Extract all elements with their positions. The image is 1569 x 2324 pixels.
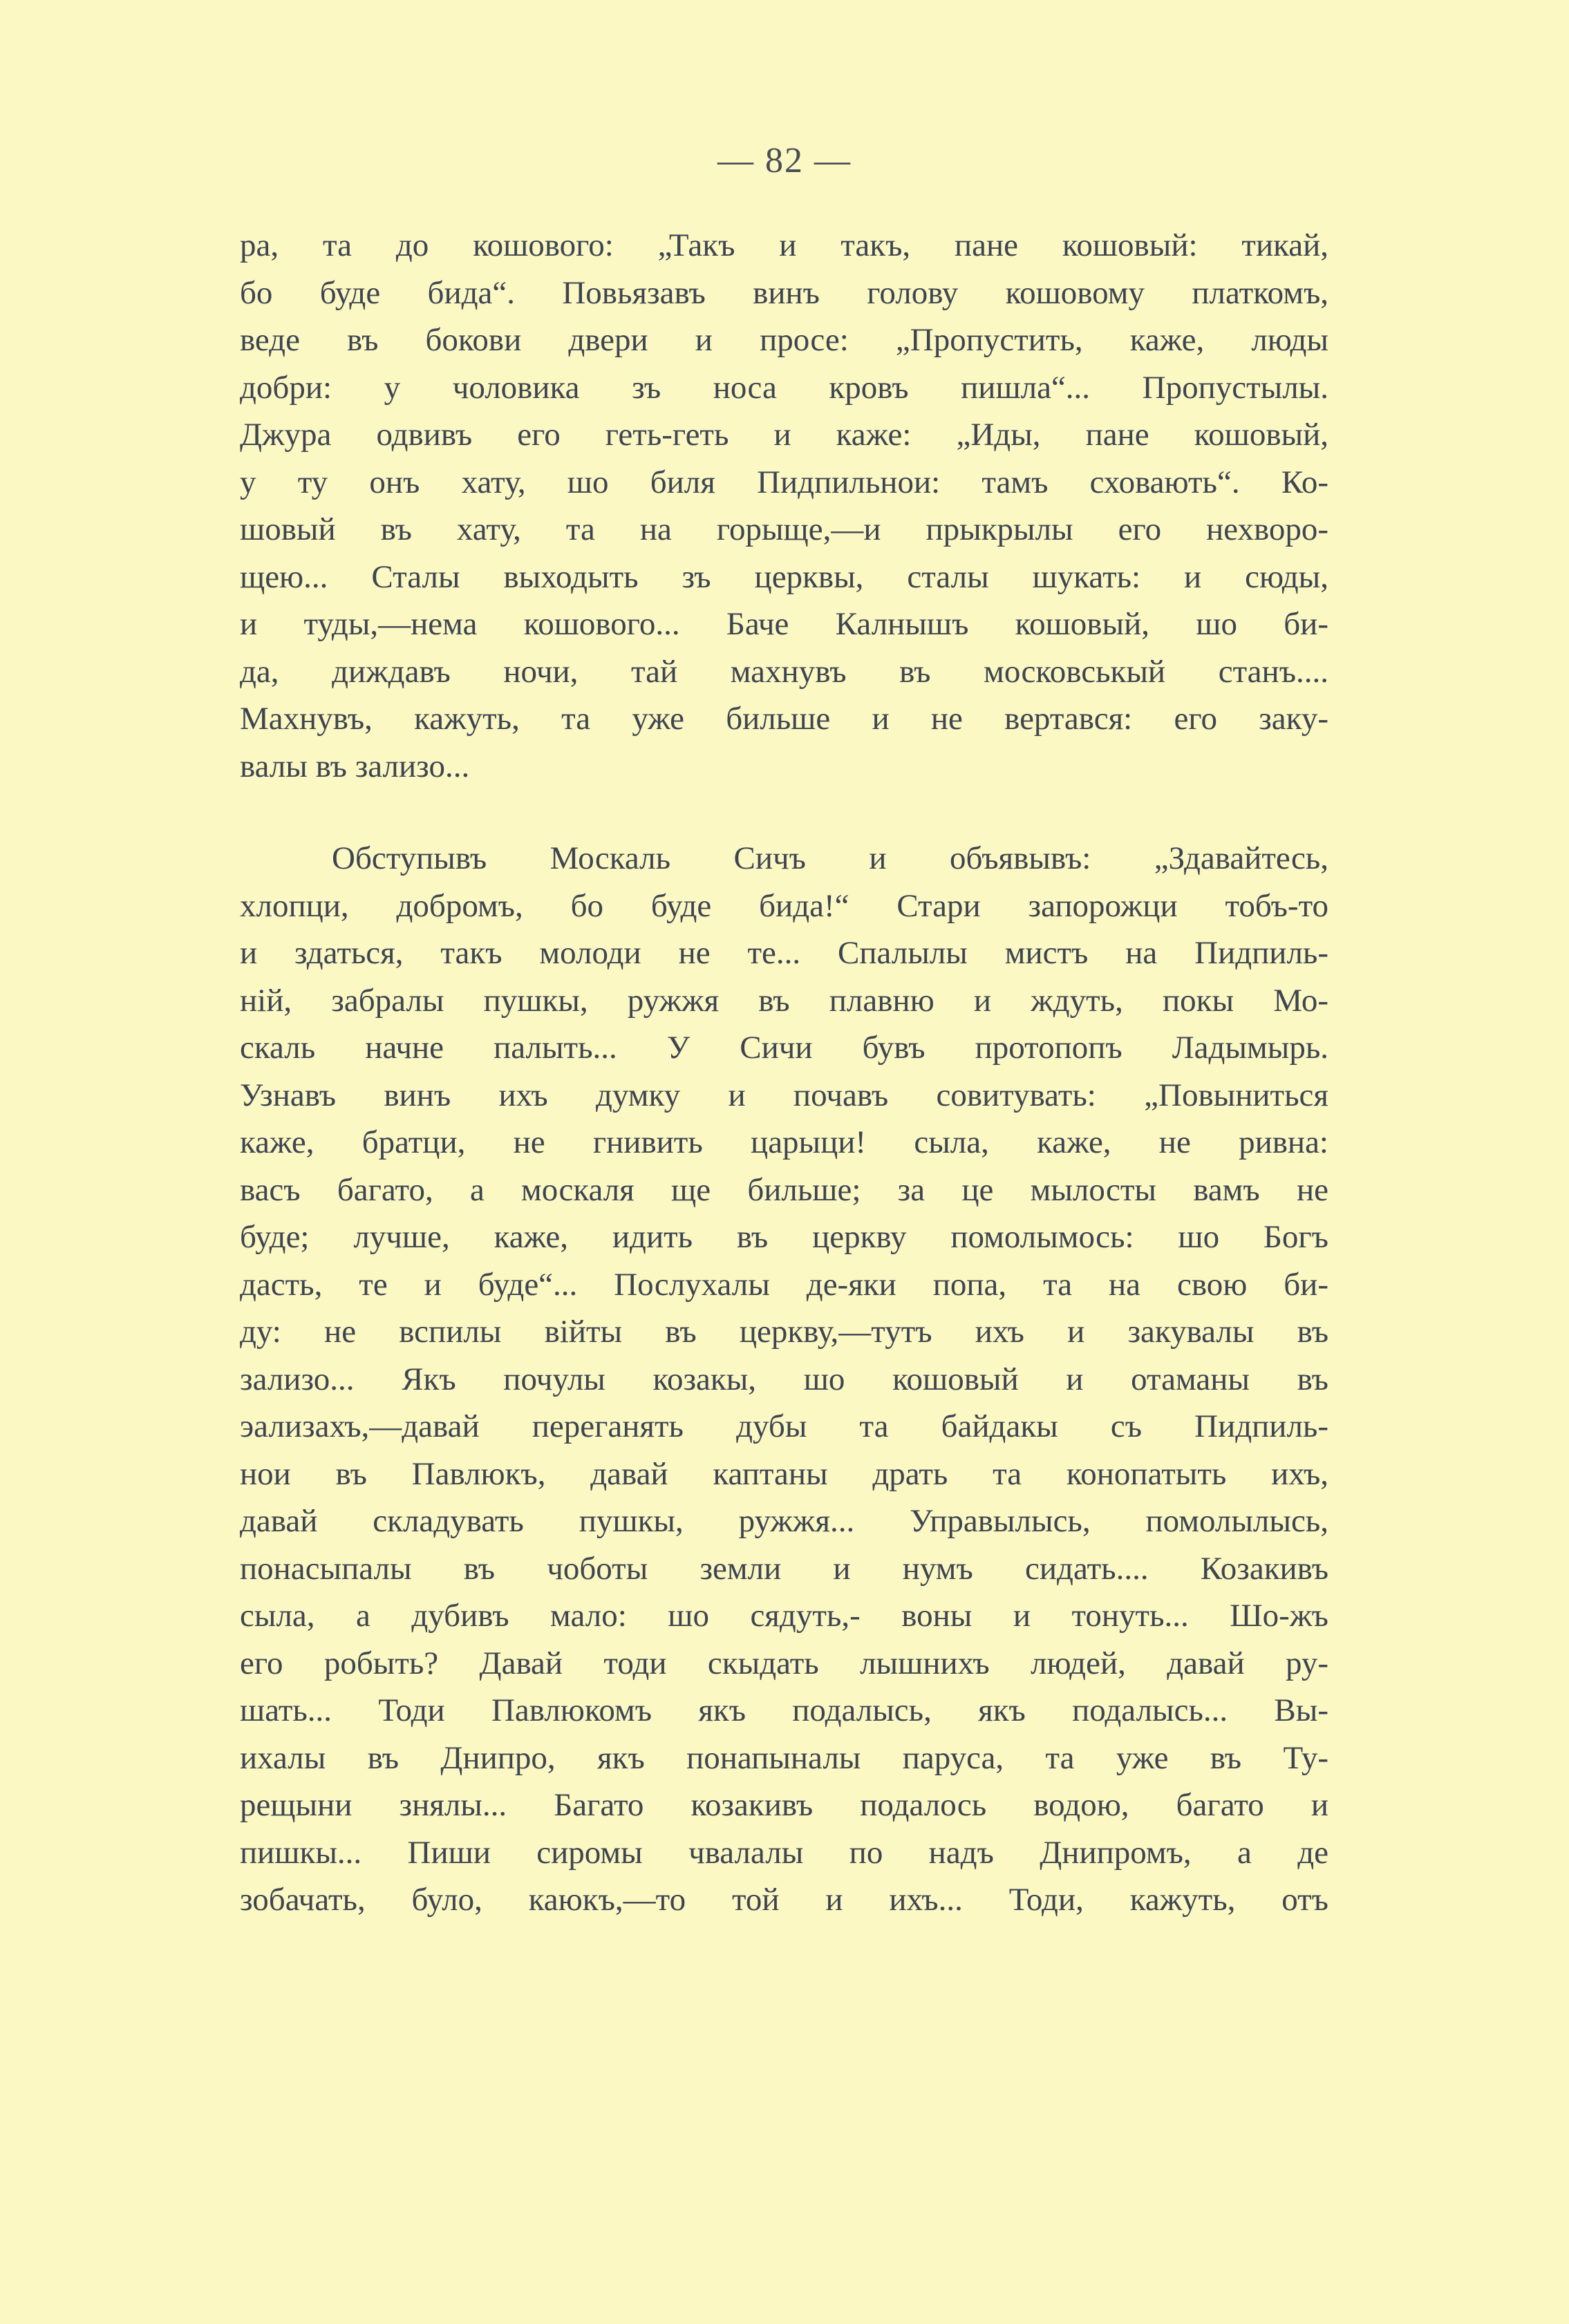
body-text	[240, 222, 1328, 1924]
text-line: зобачать, було, каюкъ,—то той и ихъ... Тоди, кажуть, отъ	[240, 1882, 1328, 1918]
text-line: ра, та до кошового: „Такъ и такъ, пане кошовый: тикай,	[240, 227, 1328, 263]
text-line: давай складувать пушкы, ружжя... Управылысь, помолылысь,	[240, 1503, 1328, 1539]
text-line: каже, братци, не гнивить царыци! сыла, каже, не ривна:	[240, 1124, 1328, 1160]
text-line: Джура одвивъ его геть-геть и каже: „Иды, пане кошовый,	[240, 417, 1328, 453]
text-line: у ту онъ хату, шо биля Пидпильнои: тамъ сховають“. Ко-	[240, 464, 1328, 500]
text-line: его робыть? Давай тоди скыдать лышнихъ людей, давай ру-	[240, 1645, 1328, 1681]
text-line: сыла, а дубивъ мало: шо сядуть,- воны и тонуть... Шо-жъ	[240, 1598, 1328, 1634]
text-line: буде; лучше, каже, идить въ церкву помолымось: шо Богъ	[240, 1219, 1328, 1255]
text-line: пишкы... Пиши сиромы чвалалы по надъ Днипромъ, а де	[240, 1834, 1328, 1871]
text-line: и здаться, такъ молоди не те... Спалылы мистъ на Пидпиль-	[240, 935, 1328, 971]
text-line: добри: у чоловика зъ носа кровъ пишла“... Пропустылы.	[240, 369, 1328, 406]
text-line: Махнувъ, кажуть, та уже бильше и не вертався: его заку-	[240, 701, 1328, 737]
text-line: валы въ зализо...	[240, 748, 470, 784]
text-line: ихалы въ Днипро, якъ понапыналы паруса, та уже въ Ту-	[240, 1739, 1328, 1776]
text-line: нои въ Павлюкъ, давай каптаны драть та конопатыть ихъ,	[240, 1455, 1328, 1492]
text-line: Обступывъ Москаль Сичъ и объявывъ: „Здавайтесь,	[332, 840, 1328, 876]
text-line: ду: не вспилы війты въ церкву,—тутъ ихъ и закувалы въ	[240, 1314, 1328, 1350]
text-line: шовый въ хату, та на горыще,—и прыкрылы его нехворо-	[240, 511, 1328, 547]
text-line: васъ багато, а москаля ще бильше; за це мылосты вамъ не	[240, 1171, 1328, 1208]
text-line: шать... Тоди Павлюкомъ якъ подалысь, якъ подалысь... Вы-	[240, 1692, 1328, 1728]
text-line: хлопци, добромъ, бо буде бида!“ Стари запорожци тобъ-то	[240, 887, 1328, 924]
text-line: веде въ бокови двери и просе: „Пропустить, каже, люды	[240, 322, 1328, 358]
text-line: да, диждавъ ночи, тай махнувъ въ московськый станъ....	[240, 653, 1328, 690]
text-line: рещыни знялы... Багато козакивъ подалось водою, багато и	[240, 1787, 1328, 1823]
paragraph-1	[240, 222, 1328, 790]
text-line: зализо... Якъ почулы козакы, шо кошовый и отаманы въ	[240, 1361, 1328, 1397]
text-line: дасть, те и буде“... Послухалы де-яки попа, та на свою би-	[240, 1266, 1328, 1303]
text-line: щею... Сталы выходыть зъ церквы, сталы шукать: и сюды,	[240, 558, 1328, 595]
text-line: Узнавъ винъ ихъ думку и почавъ совитувать: „Повыниться	[240, 1077, 1328, 1113]
paragraph-2	[240, 835, 1328, 1924]
text-line: ній, забралы пушкы, ружжя въ плавню и ждуть, покы Мо-	[240, 982, 1328, 1019]
text-line: эализахъ,—давай переганять дубы та байдакы съ Пидпиль-	[240, 1408, 1328, 1444]
page-number: — 82 —	[717, 141, 852, 180]
text-line: и туды,—нема кошового... Баче Калнышъ кошовый, шо би-	[240, 606, 1328, 642]
text-line: скаль начне палыть... У Сичи бувъ протопопъ Ладымырь.	[240, 1030, 1328, 1066]
text-line: бо буде бида“. Повьязавъ винъ голову кошовому платкомъ,	[240, 274, 1328, 311]
text-line: понасыпалы въ чоботы земли и нумъ сидать.... Козакивъ	[240, 1550, 1328, 1587]
